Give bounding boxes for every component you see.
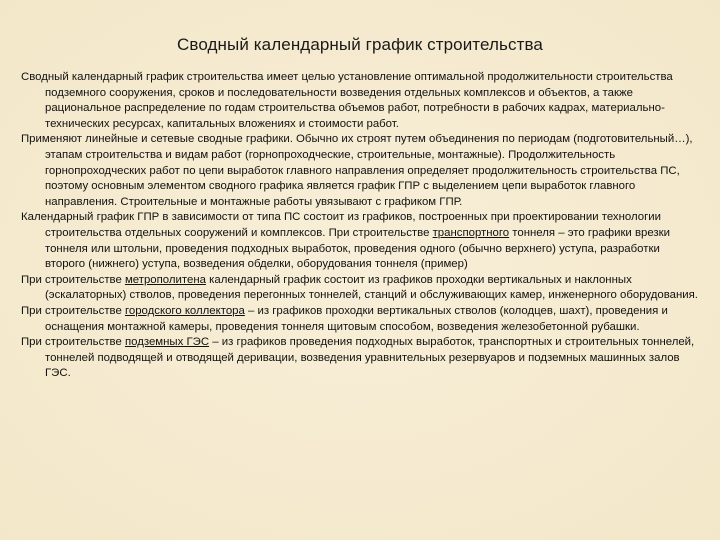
paragraph-text: – из графиков проведения подходных выработок, транспортных и строительных тоннелей, тоннелей подводящей и отводящей деривации, возведения уравнительных резервуаров и подземных машинных залов ГЭС.: [45, 336, 695, 380]
underlined-term: подземных ГЭС: [124, 336, 210, 349]
paragraph: [21, 304, 701, 335]
paragraph: [21, 273, 701, 304]
paragraph-text: При строительстве: [21, 304, 125, 317]
slide-body: [21, 70, 701, 382]
paragraph: [21, 132, 701, 210]
paragraph-text: календарный график состоит из графиков проходки вертикальных и наклонных (эскалаторных) стволов, проведения перегонных тоннелей, станций и обслуживающих камер, инженерного оборудования.: [45, 273, 698, 302]
underlined-term: транспортного: [432, 226, 510, 239]
paragraph-text: Сводный календарный график строительства имеет целью установление оптимальной продолжительности строительства подземного сооружения, сроков и последовательности возведения отдельных комплексов и объектов, а также рациональное распределение по годам строительства объемов работ, потребности в рабочих кадрах, материально-технических ресурсах, капитальных вложениях и стоимости работ.: [21, 71, 673, 130]
paragraph-text: Календарный график ГПР в зависимости от типа ПС состоит из графиков, построенных при проектировании технологии строительства отдельных сооружений и комплексов. При строительстве: [21, 211, 661, 239]
paragraph-text: При строительстве: [21, 273, 125, 286]
paragraph: [21, 70, 701, 132]
paragraph: [21, 335, 701, 382]
paragraph-text: Применяют линейные и сетевые сводные графики. Обычно их строят путем объединения по периодам (подготовительный…), этапам строительства и видам работ (горнопроходческие, строительные, монтажные). Продолжительность горнопроходческих работ по цепи выработок главного направления определяет продолжительность строительства ПС, поэтому основным элементом сводного графика является график ГПР с выделением цепи выработок главного направления. Строительные и монтажные работы увязывают с графиком ГПР.: [21, 133, 693, 208]
paragraph-text: При строительстве: [21, 336, 125, 349]
paragraph: [21, 210, 701, 272]
slide-title: Сводный календарный график строительства: [177, 35, 543, 54]
underlined-term: городского коллектора: [124, 304, 245, 317]
paragraph-text: – из графиков проходки вертикальных стволов (колодцев, шахт), проведения и оснащения монтажной камеры, проведения тоннеля щитовым способом, возведения железобетонной рубашки.: [45, 304, 668, 333]
paragraph-text: тоннеля – это графики врезки тоннеля или штольни, проведения подходных выработок, проведения одного (обычно верхнего) уступа, разработки второго (нижнего) уступа, возведения обделки, оборудования тоннеля (пример): [45, 226, 670, 271]
underlined-term: метрополитена: [124, 273, 206, 286]
